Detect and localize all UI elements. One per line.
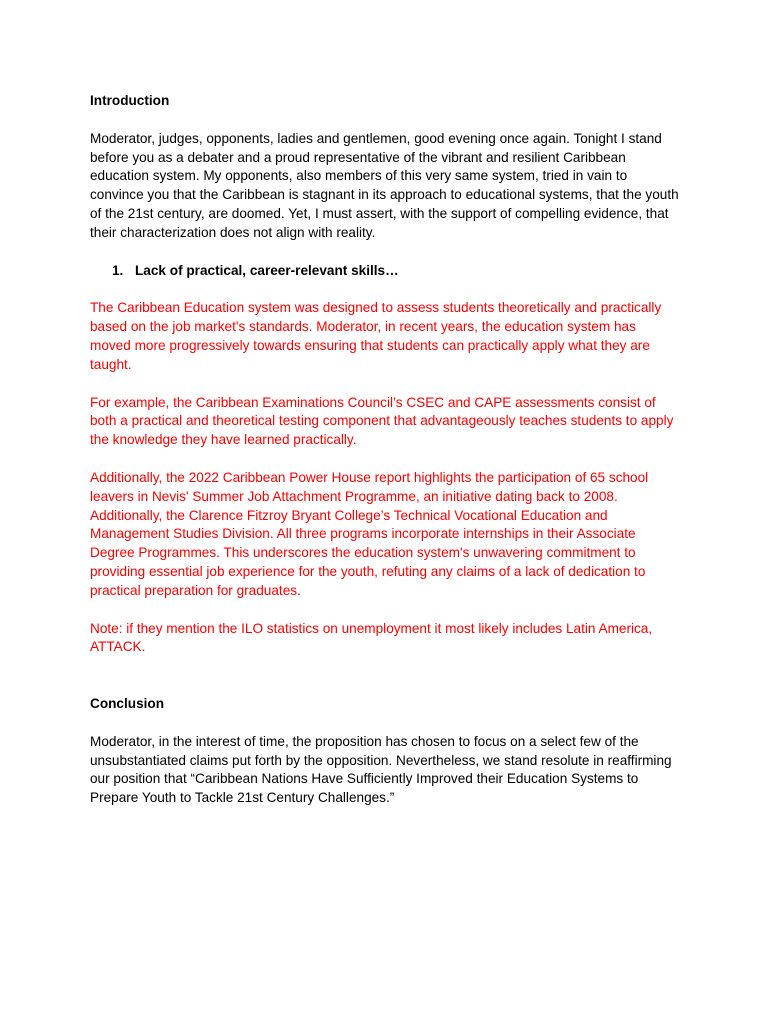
point-1-title: Lack of practical, career-relevant skills… <box>135 262 399 278</box>
point-1-note: Note: if they mention the ILO statistics on unemployment it most likely includes Latin America, ATTACK. <box>90 620 653 655</box>
conclusion-paragraph: Moderator, in the interest of time, the proposition has chosen to focus on a select few of the unsubstantiated claims put forth by the opposition. Nevertheless, we stand resolute in reaffirming our position that “Caribbean Nations Have Sufficiently Improved their Education Systems to Prepare Youth to Tackle 21st Century Challenges.” <box>90 733 672 806</box>
introduction-paragraph: Moderator, judges, opponents, ladies and gentlemen, good evening once again. Tonight I stand before you as a debater and a proud representative of the vibrant and resilient Caribbean education system. My opponents, also members of this very same system, tried in vain to convince you that the Caribbean is stagnant in its approach to educational systems, that the youth of the 21st century, are doomed. Yet, I must assert, with the support of compelling evidence, that their characterization does not align with reality. <box>90 130 679 240</box>
introduction-heading: Introduction <box>90 93 170 108</box>
point-1-paragraph-2: For example, the Caribbean Examinations Council’s CSEC and CAPE assessments consist of both a practical and theoretical testing component that advantageously teaches students to apply the knowledge they have learned practically. <box>90 394 674 448</box>
point-1-heading <box>90 262 680 281</box>
blank-line <box>90 676 680 695</box>
point-1-number: 1. <box>112 262 124 278</box>
document-page <box>90 92 680 827</box>
conclusion-heading: Conclusion <box>90 695 165 711</box>
point-1-paragraph-1: The Caribbean Education system was designed to assess students theoretically and practically based on the job market's standards. Moderator, in recent years, the education system has moved more progressively towards ensuring that students can practically apply what they are taught. <box>90 300 662 372</box>
point-1-paragraph-3: Additionally, the 2022 Caribbean Power House report highlights the participation of 65 school leavers in Nevis' Summer Job Attachment Programme, an initiative dating back to 2008. Additionally, the Clarence Fitzroy Bryant College’s Technical Vocational Education and Management Studies Division. All three programs incorporate internships in their Associate Degree Programmes. This underscores the education system's unwavering commitment to providing essential job experience for the youth, refuting any claims of a lack of dedication to practical preparation for graduates. <box>90 469 649 598</box>
